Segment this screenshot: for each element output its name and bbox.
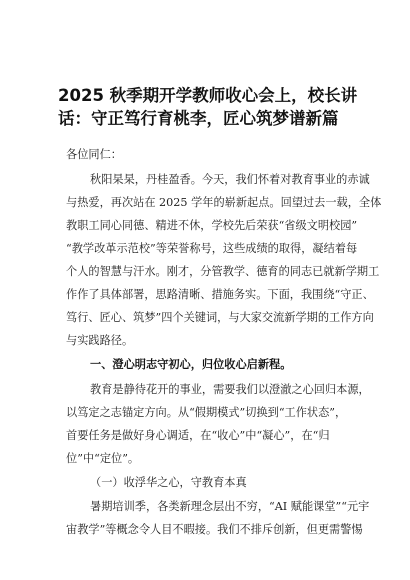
paragraph-1-line: 个人的智慧与汗水。刚才，分管教学、德育的同志已就新学期工 (66, 265, 380, 278)
paragraph-1-line: 与实践路径。 (66, 334, 134, 347)
paragraph-3-line: 宙教学”等概念令人目不暇接。我们不排斥创新，但更需警惕 (66, 523, 363, 536)
document-title-line-2: 话：守正笃行育桃李，匠心筑梦谱新篇 (58, 109, 339, 128)
section-heading-1: 一、澄心明志守初心，归位收心启新程。 (90, 358, 292, 371)
salutation: 各位同仁： (66, 148, 122, 161)
paragraph-1-line: 秋阳杲杲，丹桂盈香。今天，我们怀着对教育事业的赤诚 (90, 173, 370, 186)
paragraph-3-line: 暑期培训季，各类新理念层出不穷，“AI 赋能课堂”“元宇 (90, 500, 370, 513)
paragraph-1-line: “教学改革示范校”等荣誉称号，这些成绩的取得，凝结着每 (66, 242, 358, 255)
document-title-line-1: 2025 秋季期开学教师收心会上，校长讲 (58, 86, 358, 105)
paragraph-2-line: 首要任务是做好身心调适，在“收心”中“凝心”，在“归 (66, 429, 330, 442)
paragraph-1-line: 与热爱，再次站在 2025 学年的崭新起点。回望过去一载，全体 (66, 196, 382, 209)
paragraph-1-line: 教职工同心同德、精进不休，学校先后荣获“省级文明校园” (66, 219, 358, 232)
paragraph-2-line: 位”中“定位”。 (66, 452, 140, 465)
subsection-heading-1: （一）收浮华之心，守教育本真 (90, 476, 247, 489)
paragraph-2-line: 教育是静待花开的事业，需要我们以澄澈之心回归本源， (90, 383, 370, 396)
paragraph-2-line: 以笃定之志锚定方向。从“假期模式”切换到“工作状态”， (66, 406, 347, 419)
paragraph-1-line: 笃行、匠心、筑梦”四个关键词，与大家交流新学期的工作方向 (66, 311, 374, 324)
paragraph-1-line: 作作了具体部署，思路清晰、措施务实。下面，我围绕“守正、 (66, 288, 374, 301)
